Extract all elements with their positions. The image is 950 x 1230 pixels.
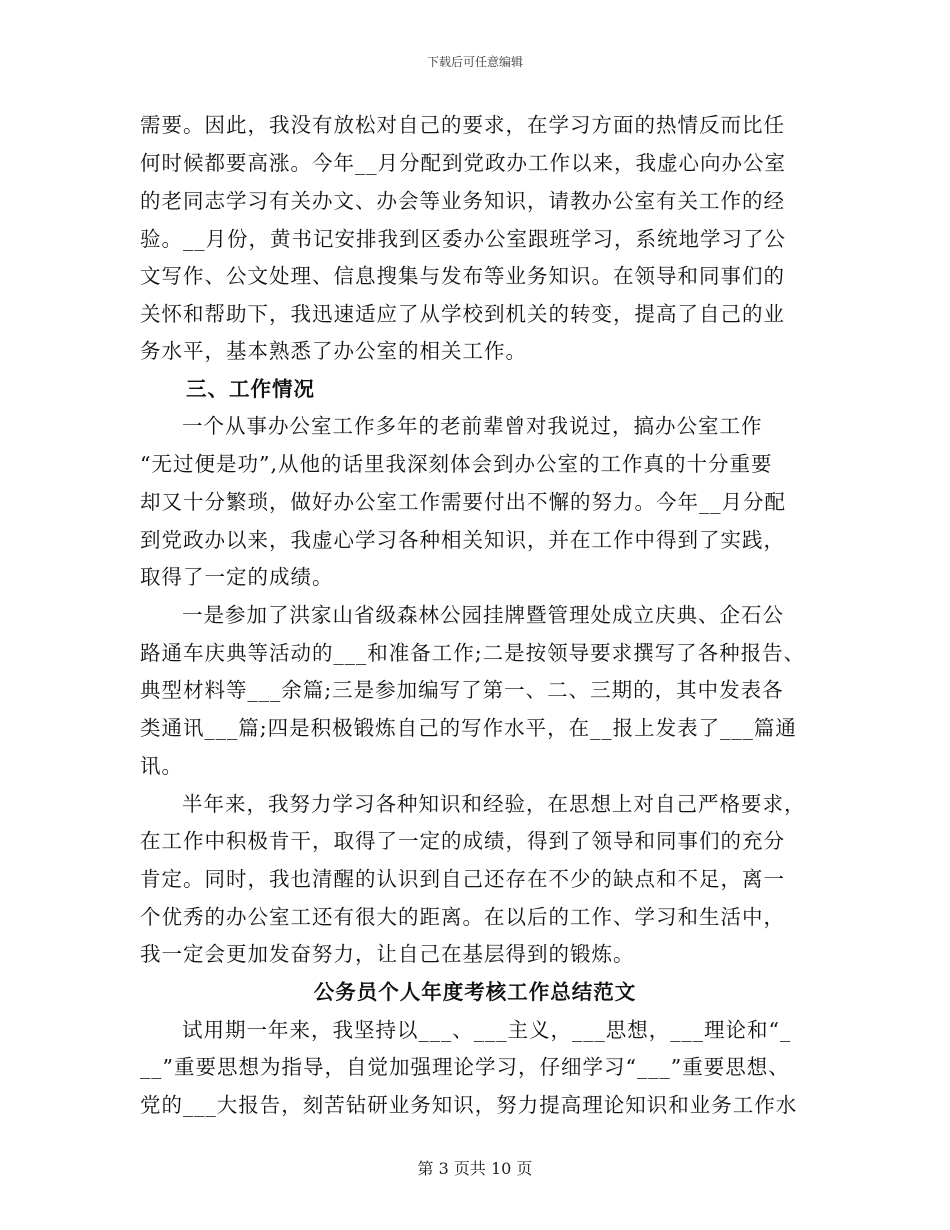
body-line: __”重要思想为指导，自觉加强理论学习，仔细学习“___”重要思想、 — [140, 1055, 790, 1079]
article-title: 公务员个人年度考核工作总结范文 — [313, 980, 637, 1004]
body-line: 一个从事办公室工作多年的老前辈曾对我说过，搞办公室工作 — [182, 414, 763, 438]
body-line: 典型材料等___余篇;三是参加编写了第一、二、三期的，其中发表各 — [140, 678, 784, 702]
page-footer: 第 3 页共 10 页 — [417, 1159, 533, 1178]
body-line: “无过便是功”,从他的话里我深刻体会到办公室的工作真的十分重要 — [140, 452, 773, 476]
body-line: 肯定。同时，我也清醒的认识到自己还存在不少的缺点和不足，离一 — [140, 867, 785, 891]
body-line: 的老同志学习有关办文、办会等业务知识，请教办公室有关工作的经 — [140, 189, 785, 213]
body-line: 在工作中积极肯干，取得了一定的成绩，得到了领导和同事们的充分 — [140, 829, 785, 853]
body-line: 到党政办以来，我虚心学习各种相关知识，并在工作中得到了实践， — [140, 528, 785, 552]
body-line: 个优秀的办公室工还有很大的距离。在以后的工作、学习和生活中， — [140, 905, 785, 929]
body-line: 半年来，我努力学习各种知识和经验，在思想上对自己严格要求， — [182, 792, 806, 816]
body-line: 何时候都要高涨。今年__月分配到党政办工作以来，我虚心向办公室 — [140, 151, 786, 175]
body-line: 类通讯___篇;四是积极锻炼自己的写作水平，在__报上发表了___篇通 — [140, 716, 797, 740]
body-line: 我一定会更加发奋努力，让自己在基层得到的锻炼。 — [140, 942, 635, 966]
body-line: 需要。因此，我没有放松对自己的要求，在学习方面的热情反而比任 — [140, 113, 785, 137]
body-line: 验。__月份，黄书记安排我到区委办公室跟班学习，系统地学习了公 — [140, 227, 786, 251]
body-line: 一是参加了洪家山省级森林公园挂牌暨管理处成立庆典、企石公 — [182, 603, 784, 627]
page-header: 下载后可任意编辑 — [426, 55, 523, 69]
body-line: 却又十分繁琐，做好办公室工作需要付出不懈的努力。今年__月分配 — [140, 490, 786, 514]
body-line: 路通车庆典等活动的___和准备工作;二是按领导要求撰写了各种报告、 — [140, 641, 806, 665]
body-line: 务水平，基本熟悉了办公室的相关工作。 — [140, 339, 527, 363]
body-line: 文写作、公文处理、信息搜集与发布等业务知识。在领导和同事们的 — [140, 264, 785, 288]
body-line: 取得了一定的成绩。 — [140, 565, 334, 589]
body-line: 试用期一年来，我坚持以___、___主义，___思想，___理论和“_ — [182, 1018, 792, 1042]
body-line: 关怀和帮助下，我迅速适应了从学校到机关的转变，提高了自己的业 — [140, 302, 785, 326]
body-line: 讯。 — [140, 754, 183, 778]
body-line: 党的___大报告，刻苦钻研业务知识，努力提高理论知识和业务工作水 — [140, 1093, 798, 1117]
section-heading: 三、工作情况 — [186, 377, 315, 401]
